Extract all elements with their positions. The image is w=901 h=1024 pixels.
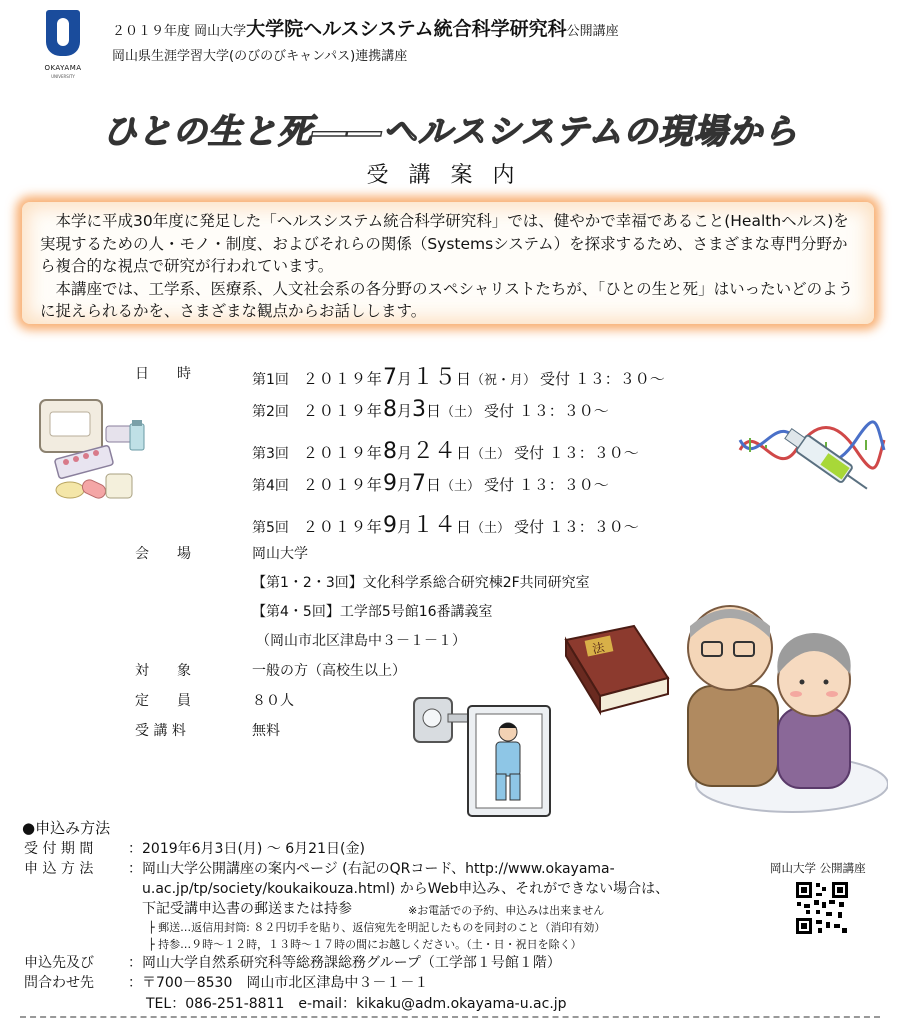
session-month: 8 (382, 397, 397, 422)
capacity: ８０人 (252, 693, 294, 709)
header-partner: 岡山県生涯学習大学(のびのびキャンパス)連携講座 (112, 49, 408, 64)
phone-note: ※お電話での予約、申込みは出来ません (408, 904, 605, 917)
session-row (252, 360, 665, 391)
contact-tel-email: TEL：086-251-8811 e-mail：kikaku@adm.okayama-u.ac.jp (146, 996, 567, 1012)
session-row (252, 508, 639, 539)
session-month: 8 (382, 439, 397, 464)
session-number: 第4回 (252, 478, 289, 494)
session-weekday: （土） (470, 447, 510, 462)
contact-address: ：〒700－8530 岡山市北区津島中３－１－１ (128, 975, 429, 991)
session-year: ２０１９年 (302, 402, 383, 420)
session-number: 第1回 (252, 372, 289, 388)
session-day: 7 (411, 471, 426, 496)
medicine-illustration (30, 392, 160, 514)
session-day-unit: 日 (455, 444, 471, 462)
intro-box (22, 202, 874, 324)
session-month-unit: 月 (396, 444, 412, 462)
venue-a: 【第1・2・3回】文化科学系総合研究棟2F共同研究室 (252, 575, 590, 591)
contact-office: ：岡山大学自然系研究科等総務課総務グループ（工学部１号館１階） (128, 955, 561, 971)
bring-note: ├ 持参…９時～１２時，１３時～１７時の間にお越しください。（土・日・祝日を除く） (148, 938, 582, 951)
page-title: ひとの生と死――ヘルスシステムの現場から (102, 112, 799, 152)
venue-address: （岡山市北区津島中３－１－１） (256, 633, 466, 649)
session-month-unit: 月 (396, 402, 412, 420)
session-reception: 受付 １３：３０〜 (514, 444, 639, 462)
header-line-1 (112, 14, 619, 41)
school-name: 大学院ヘルスシステム統合科学研究科 (246, 18, 567, 40)
session-day: １４ (411, 513, 456, 538)
label-venue: 会 場 (135, 546, 191, 562)
session-month: 9 (382, 513, 397, 538)
session-reception: 受付 １３：３０〜 (483, 402, 609, 420)
session-month-unit: 月 (396, 476, 412, 494)
lecture-type: 公開講座 (566, 24, 619, 39)
session-day-unit: 日 (425, 402, 441, 420)
session-reception: 受付 １３：３０〜 (483, 476, 609, 494)
application-heading: ●申込み方法 (22, 819, 111, 837)
venue-b: 【第4・5回】工学部5号館16番講義室 (252, 604, 493, 620)
method-line-2: u.ac.jp/tp/society/koukaikouza.html) からWeb申込み、それができない場合は、 (142, 881, 670, 897)
logo-shield-icon (46, 10, 80, 56)
okayama-university-logo (40, 10, 86, 88)
qr-caption: 岡山大学 公開講座 (770, 861, 866, 875)
session-year: ２０１９年 (302, 444, 383, 462)
label-target: 対 象 (135, 663, 191, 679)
session-year: ２０１９年 (302, 518, 383, 536)
dna-syringe-illustration (736, 400, 886, 505)
session-weekday: （土） (440, 479, 480, 494)
period-label: 受 付 期 間 (24, 841, 94, 857)
session-weekday: （土） (440, 405, 480, 420)
label-date: 日 時 (135, 366, 191, 382)
session-number: 第2回 (252, 404, 289, 420)
session-reception: 受付 １３：３０〜 (514, 518, 639, 536)
session-reception: 受付 １３：３０〜 (540, 370, 665, 388)
session-row (252, 434, 639, 465)
method-line-3: 下記受講申込書の郵送または持参 (142, 901, 352, 917)
method-line-1: ：岡山大学公開講座の案内ページ (右記のQRコード、http://www.okayama- (128, 861, 615, 877)
label-fee: 受 講 料 (135, 723, 186, 739)
svg-text:法: 法 (591, 640, 606, 657)
session-month-unit: 月 (396, 370, 412, 388)
law-book-illustration (556, 622, 674, 720)
session-day-unit: 日 (455, 518, 471, 536)
intro-paragraph-2: 本講座では、工学系、医療系、人文社会系の各分野のスペシャリストたちが、「ひとの生と死」はいったいどのように捉えられるかを、さまざまな観点からお話しします。 (40, 279, 854, 320)
contact-label-1: 申込先及び (24, 955, 94, 971)
session-month: 7 (382, 365, 397, 390)
qr-code-icon[interactable] (794, 880, 850, 936)
label-capacity: 定 員 (135, 693, 191, 709)
session-day: ２４ (411, 439, 456, 464)
session-month-unit: 月 (396, 518, 412, 536)
method-label: 申 込 方 法 (24, 861, 94, 877)
session-year: ２０１９年 (302, 370, 383, 388)
session-day: １５ (411, 365, 456, 390)
session-day-unit: 日 (425, 476, 441, 494)
intro-paragraph-1: 本学に平成30年度に発足した「ヘルスシステム統合科学研究科」では、健やかで幸福であること(Healthヘルス)を実現するための人・モノ・制度、およびそれらの関係（Systemsシステム）を探求するため、さまざまな専門分野から複合的な視点で研究が行われています。 (40, 212, 849, 275)
cut-line (20, 1016, 880, 1018)
elderly-couple-illustration (674, 598, 888, 814)
page-subtitle: 受講案内 (366, 163, 535, 188)
session-month: 9 (382, 471, 397, 496)
session-number: 第5回 (252, 520, 289, 536)
session-row (252, 471, 609, 496)
mri-illustration (410, 688, 560, 824)
session-weekday: （祝・月） (470, 373, 536, 388)
venue-name: 岡山大学 (252, 546, 308, 562)
session-year: ２０１９年 (302, 476, 383, 494)
target: 一般の方（高校生以上） (252, 663, 406, 679)
contact-label-2: 問合わせ先 (24, 975, 94, 991)
fee: 無料 (252, 723, 280, 739)
session-day-unit: 日 (455, 370, 471, 388)
mail-note: ├ 郵送…返信用封筒: ８２円切手を貼り、返信宛先を明記したものを同封のこと（消印有効） (148, 921, 606, 934)
session-number: 第3回 (252, 446, 289, 462)
session-row (252, 397, 609, 422)
header-year: ２０１９年度 岡山大学 (112, 24, 247, 39)
logo-subtext: UNIVERSITY (51, 74, 75, 79)
session-weekday: （土） (470, 521, 510, 536)
period: ：2019年6月3日(月) ～ 6月21日(金) (128, 841, 365, 857)
session-day: 3 (411, 397, 426, 422)
logo-text: OKAYAMA (44, 64, 82, 72)
